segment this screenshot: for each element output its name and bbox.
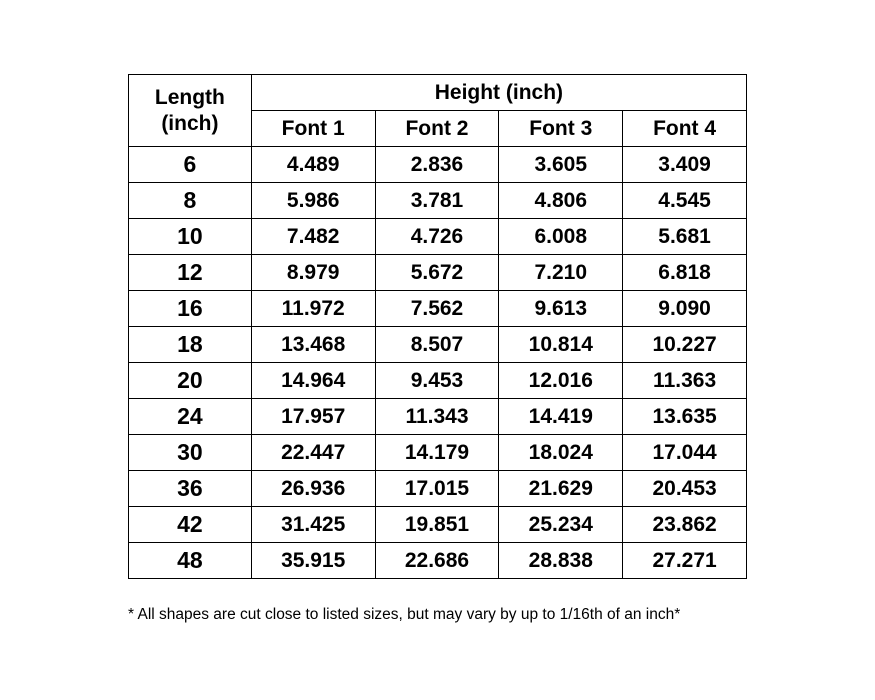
length-cell: 24 xyxy=(129,399,252,435)
height-value-cell: 13.468 xyxy=(251,327,375,363)
table-row xyxy=(129,327,747,363)
footnote: * All shapes are cut close to listed sizes, but may vary by up to 1/16th of an inch* xyxy=(128,606,681,623)
header-row-top xyxy=(129,75,747,111)
table-row xyxy=(129,399,747,435)
height-value-cell: 6.818 xyxy=(623,255,747,291)
height-value-cell: 25.234 xyxy=(499,507,623,543)
height-value-cell: 17.957 xyxy=(251,399,375,435)
height-value-cell: 11.972 xyxy=(251,291,375,327)
table-body xyxy=(129,147,747,579)
table-row xyxy=(129,255,747,291)
height-value-cell: 22.686 xyxy=(375,543,499,579)
height-value-cell: 26.936 xyxy=(251,471,375,507)
length-cell: 12 xyxy=(129,255,252,291)
height-value-cell: 6.008 xyxy=(499,219,623,255)
height-value-cell: 5.986 xyxy=(251,183,375,219)
height-value-cell: 14.419 xyxy=(499,399,623,435)
font-column-header: Font 4 xyxy=(623,111,747,147)
height-value-cell: 35.915 xyxy=(251,543,375,579)
table-row xyxy=(129,543,747,579)
height-value-cell: 4.726 xyxy=(375,219,499,255)
size-table xyxy=(128,74,747,579)
height-value-cell: 19.851 xyxy=(375,507,499,543)
height-value-cell: 17.044 xyxy=(623,435,747,471)
length-cell: 42 xyxy=(129,507,252,543)
length-cell: 20 xyxy=(129,363,252,399)
height-value-cell: 3.409 xyxy=(623,147,747,183)
height-value-cell: 4.489 xyxy=(251,147,375,183)
font-column-header: Font 1 xyxy=(251,111,375,147)
length-cell: 18 xyxy=(129,327,252,363)
height-value-cell: 17.015 xyxy=(375,471,499,507)
height-value-cell: 4.806 xyxy=(499,183,623,219)
height-value-cell: 31.425 xyxy=(251,507,375,543)
height-value-cell: 12.016 xyxy=(499,363,623,399)
height-value-cell: 5.681 xyxy=(623,219,747,255)
height-value-cell: 23.862 xyxy=(623,507,747,543)
length-cell: 6 xyxy=(129,147,252,183)
height-value-cell: 4.545 xyxy=(623,183,747,219)
length-cell: 10 xyxy=(129,219,252,255)
length-column-header xyxy=(129,75,252,147)
height-value-cell: 10.227 xyxy=(623,327,747,363)
height-value-cell: 9.453 xyxy=(375,363,499,399)
height-value-cell: 14.964 xyxy=(251,363,375,399)
length-cell: 8 xyxy=(129,183,252,219)
height-value-cell: 27.271 xyxy=(623,543,747,579)
height-value-cell: 3.605 xyxy=(499,147,623,183)
height-value-cell: 8.979 xyxy=(251,255,375,291)
table-row xyxy=(129,471,747,507)
height-value-cell: 20.453 xyxy=(623,471,747,507)
height-value-cell: 7.562 xyxy=(375,291,499,327)
height-value-cell: 9.090 xyxy=(623,291,747,327)
height-value-cell: 22.447 xyxy=(251,435,375,471)
length-cell: 36 xyxy=(129,471,252,507)
table-row xyxy=(129,363,747,399)
font-column-header: Font 2 xyxy=(375,111,499,147)
length-cell: 16 xyxy=(129,291,252,327)
height-value-cell: 21.629 xyxy=(499,471,623,507)
length-header-line1: Length xyxy=(154,85,225,109)
table-row xyxy=(129,219,747,255)
table-row xyxy=(129,507,747,543)
height-value-cell: 7.210 xyxy=(499,255,623,291)
height-value-cell: 7.482 xyxy=(251,219,375,255)
height-value-cell: 11.363 xyxy=(623,363,747,399)
height-value-cell: 9.613 xyxy=(499,291,623,327)
table-row xyxy=(129,147,747,183)
table-row xyxy=(129,435,747,471)
height-value-cell: 13.635 xyxy=(623,399,747,435)
length-cell: 30 xyxy=(129,435,252,471)
height-value-cell: 11.343 xyxy=(375,399,499,435)
table-row xyxy=(129,291,747,327)
height-value-cell: 28.838 xyxy=(499,543,623,579)
length-cell: 48 xyxy=(129,543,252,579)
height-value-cell: 18.024 xyxy=(499,435,623,471)
height-value-cell: 8.507 xyxy=(375,327,499,363)
font-column-header: Font 3 xyxy=(499,111,623,147)
table-row xyxy=(129,183,747,219)
height-value-cell: 14.179 xyxy=(375,435,499,471)
height-value-cell: 5.672 xyxy=(375,255,499,291)
height-value-cell: 10.814 xyxy=(499,327,623,363)
height-group-header: Height (inch) xyxy=(251,75,746,111)
height-value-cell: 2.836 xyxy=(375,147,499,183)
height-value-cell: 3.781 xyxy=(375,183,499,219)
length-header-line2: (inch) xyxy=(161,111,219,135)
table-header xyxy=(129,75,747,147)
